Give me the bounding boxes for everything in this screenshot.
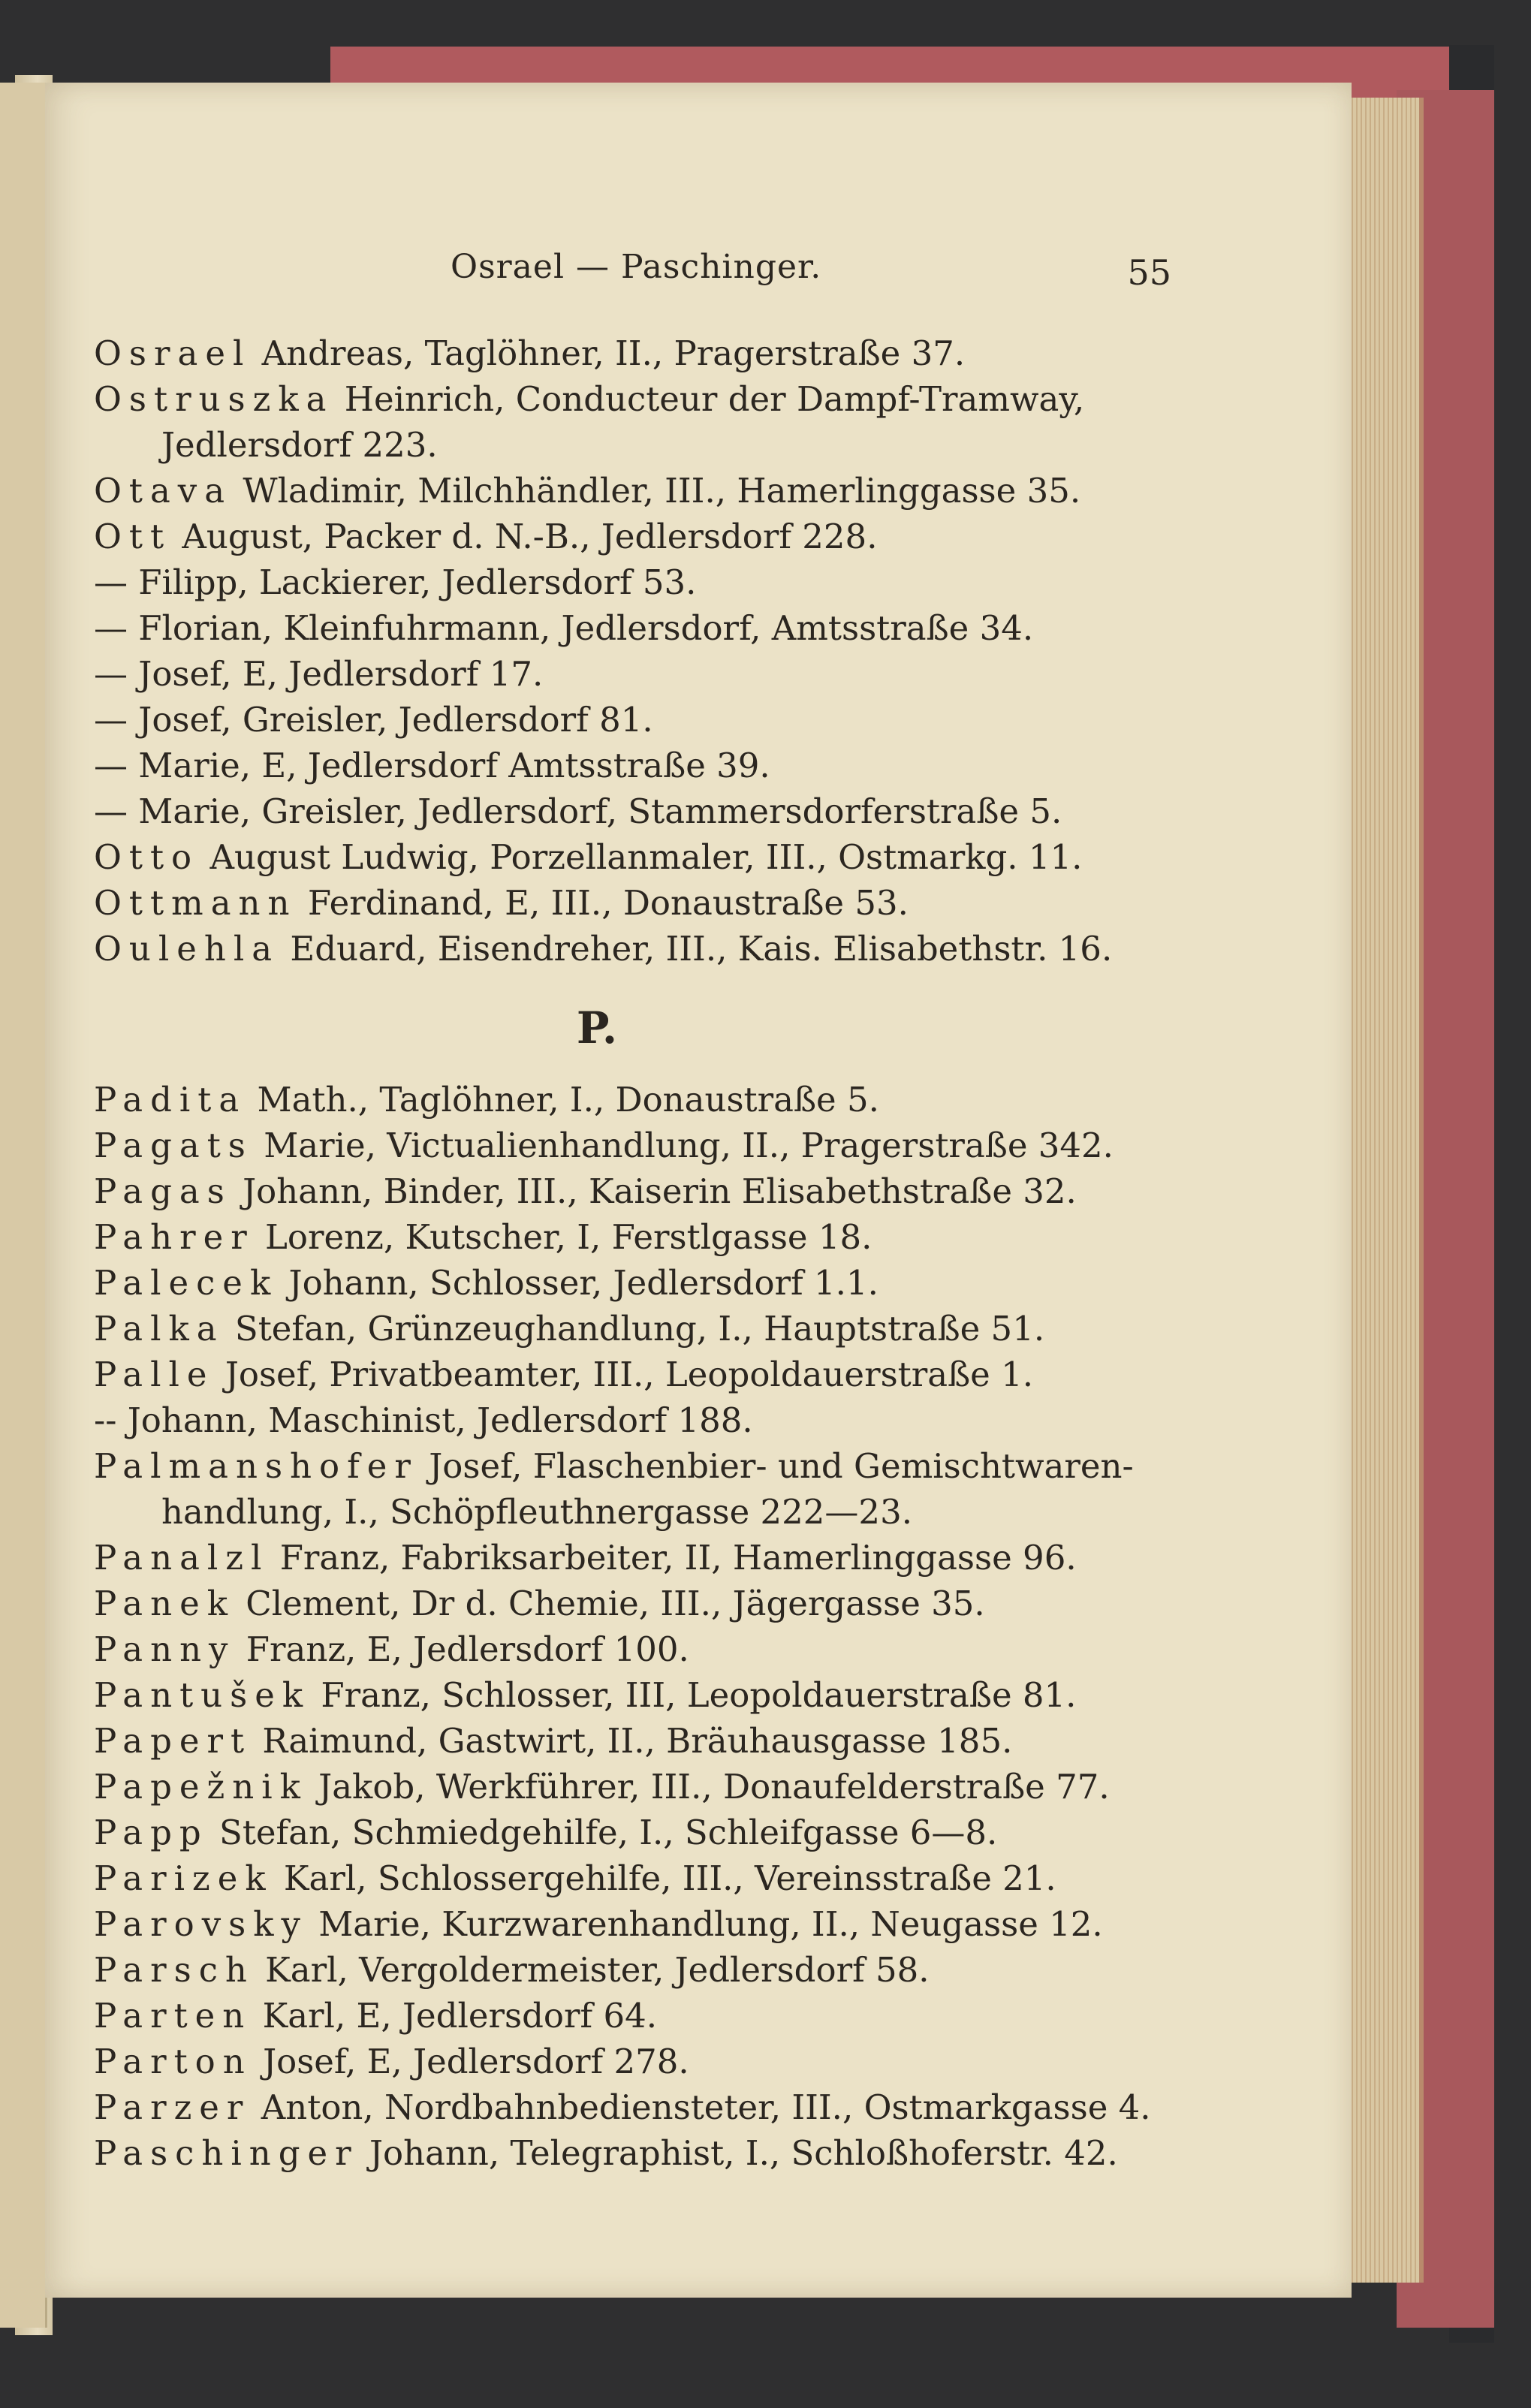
- directory-entry: [94, 651, 1190, 697]
- entry-details: Math., Taglöhner, I., Donaustraße 5.: [246, 1080, 879, 1120]
- directory-entry: [94, 1397, 1190, 1443]
- section-p: [94, 1077, 1190, 2176]
- entry-details: Anton, Nordbahnbediensteter, III., Ostmarkgasse 4.: [250, 2087, 1151, 2127]
- entry-details: — Josef, Greisler, Jedlersdorf 81.: [94, 700, 653, 740]
- entry-surname: Parzer: [94, 2087, 251, 2127]
- page-edges: [1344, 98, 1424, 2283]
- page-header: [451, 248, 1171, 300]
- directory-entry: [94, 1168, 1190, 1214]
- entry-details: Karl, Vergoldermeister, Jedlersdorf 58.: [254, 1950, 930, 1990]
- left-page: [0, 83, 47, 2328]
- entry-details: Johann, Schlosser, Jedlersdorf 1.1.: [278, 1263, 879, 1303]
- entry-surname: Panny: [94, 1629, 236, 1669]
- entry-surname: Parsch: [94, 1950, 255, 1990]
- directory-entry: [94, 1672, 1190, 1718]
- directory-entry: [94, 1993, 1190, 2039]
- entry-surname: Palka: [94, 1309, 225, 1349]
- entry-details: Ferdinand, E, III., Donaustraße 53.: [297, 883, 909, 923]
- entry-surname: Parton: [94, 2042, 252, 2081]
- directory-entry: [94, 330, 1190, 376]
- entry-surname: Palle: [94, 1355, 215, 1394]
- entry-details: — Marie, Greisler, Jedlersdorf, Stammersdorferstraße 5.: [94, 791, 1062, 831]
- entry-surname: Pantušek: [94, 1675, 311, 1715]
- entry-details: Franz, E, Jedlersdorf 100.: [235, 1629, 689, 1669]
- directory-entry: [94, 1352, 1190, 1397]
- directory-entries: [94, 330, 1190, 2176]
- entry-details: Marie, Victualienhandlung, II., Pragerstraße 342.: [252, 1126, 1114, 1165]
- entry-details: Josef, E, Jedlersdorf 278.: [252, 2042, 689, 2081]
- directory-entry: [94, 1260, 1190, 1306]
- entry-surname: Osrael: [94, 333, 252, 373]
- directory-entry: [94, 1626, 1190, 1672]
- entry-details: Karl, Schlossergehilfe, III., Vereinsstraße 21.: [273, 1858, 1056, 1898]
- entry-details: — Filipp, Lackierer, Jedlersdorf 53.: [94, 562, 697, 602]
- entry-surname: Paschinger: [94, 2133, 359, 2173]
- directory-entry: [94, 2039, 1190, 2084]
- entry-details: Marie, Kurzwarenhandlung, II., Neugasse 12.: [307, 1904, 1103, 1944]
- directory-entry: [94, 2130, 1190, 2176]
- entry-surname: Papert: [94, 1721, 252, 1761]
- directory-entry: [94, 880, 1190, 926]
- entry-details: August, Packer d. N.-B., Jedlersdorf 228.: [171, 517, 878, 556]
- directory-entry: [94, 1855, 1190, 1901]
- directory-entry: [94, 697, 1190, 743]
- entry-details: Eduard, Eisendreher, III., Kais. Elisabethstr. 16.: [279, 929, 1113, 969]
- entry-details: — Josef, E, Jedlersdorf 17.: [94, 654, 544, 694]
- directory-entry: [94, 1077, 1190, 1123]
- section-o: [94, 330, 1190, 972]
- entry-details: Franz, Schlosser, III, Leopoldauerstraße 81.: [310, 1675, 1077, 1715]
- directory-entry: [94, 376, 1190, 422]
- entry-details: — Marie, E, Jedlersdorf Amtsstraße 39.: [94, 746, 770, 785]
- entry-details: Raimund, Gastwirt, II., Bräuhausgasse 185.: [252, 1721, 1013, 1761]
- entry-surname: Otava: [94, 471, 233, 511]
- directory-entry: [94, 2084, 1190, 2130]
- directory-entry: [94, 514, 1190, 559]
- directory-entry: [94, 1581, 1190, 1626]
- entry-surname: Otto: [94, 837, 200, 877]
- directory-entry: [94, 605, 1190, 651]
- entry-details: Lorenz, Kutscher, I, Ferstlgasse 18.: [254, 1217, 872, 1257]
- entry-details: Franz, Fabriksarbeiter, II, Hamerlinggasse 96.: [269, 1538, 1077, 1578]
- directory-entry: [94, 1489, 1190, 1535]
- directory-entry: [94, 926, 1190, 972]
- directory-entry: [94, 1947, 1190, 1993]
- directory-entry: [94, 468, 1190, 514]
- entry-surname: Oulehla: [94, 929, 280, 969]
- entry-surname: Ostruszka: [94, 379, 334, 419]
- directory-entry: [94, 1214, 1190, 1260]
- entry-surname: Panalzl: [94, 1538, 270, 1578]
- directory-entry: [94, 1764, 1190, 1810]
- directory-entry: [94, 1810, 1190, 1855]
- entry-surname: Padita: [94, 1080, 247, 1120]
- entry-details: handlung, I., Schöpfleuthnergasse 222—23.: [161, 1492, 912, 1532]
- directory-entry: [94, 1718, 1190, 1764]
- entry-details: Jedlersdorf 223.: [161, 425, 438, 465]
- entry-details: Jakob, Werkführer, III., Donaufelderstraße 77.: [307, 1767, 1110, 1807]
- entry-details: Stefan, Grünzeughandlung, I., Hauptstraße 51.: [224, 1309, 1045, 1349]
- entry-surname: Parovsky: [94, 1904, 308, 1944]
- entry-details: August Ludwig, Porzellanmaler, III., Ostmarkg. 11.: [199, 837, 1083, 877]
- section-letter-p: P.: [576, 1002, 618, 1053]
- entry-details: Johann, Telegraphist, I., Schloßhoferstr. 42.: [358, 2133, 1118, 2173]
- entry-details: Johann, Binder, III., Kaiserin Elisabethstraße 32.: [231, 1171, 1077, 1211]
- entry-surname: Papp: [94, 1813, 209, 1852]
- directory-entry: [94, 1535, 1190, 1581]
- entry-details: Josef, Privatbeamter, III., Leopoldauerstraße 1.: [214, 1355, 1034, 1394]
- page-number: 55: [1127, 252, 1171, 293]
- directory-entry: [94, 1306, 1190, 1352]
- entry-surname: Palecek: [94, 1263, 279, 1303]
- directory-entry: [94, 788, 1190, 834]
- directory-entry: [94, 834, 1190, 880]
- entry-surname: Parten: [94, 1996, 252, 2036]
- entry-surname: Palmanshofer: [94, 1446, 418, 1486]
- entry-details: Karl, E, Jedlersdorf 64.: [252, 1996, 658, 2036]
- entry-details: Wladimir, Milchhändler, III., Hamerlinggasse 35.: [232, 471, 1081, 511]
- entry-details: Stefan, Schmiedgehilfe, I., Schleifgasse 6—8.: [208, 1813, 998, 1852]
- directory-entry: [94, 1123, 1190, 1168]
- directory-entry: [94, 1443, 1190, 1489]
- entry-surname: Parizek: [94, 1858, 273, 1898]
- directory-entry: [94, 422, 1190, 468]
- entry-surname: Papežnik: [94, 1767, 308, 1807]
- entry-surname: Pahrer: [94, 1217, 255, 1257]
- directory-entry: [94, 743, 1190, 788]
- entry-details: — Florian, Kleinfuhrmann, Jedlersdorf, Amtsstraße 34.: [94, 608, 1034, 648]
- entry-surname: Panek: [94, 1584, 235, 1623]
- entry-details: Josef, Flaschenbier- und Gemischtwaren-: [417, 1446, 1134, 1486]
- running-head: Osrael — Paschinger.: [451, 248, 822, 286]
- entry-surname: Ott: [94, 517, 172, 556]
- entry-details: Andreas, Taglöhner, II., Pragerstraße 37.: [251, 333, 966, 373]
- entry-details: Clement, Dr d. Chemie, III., Jägergasse 35.: [234, 1584, 985, 1623]
- directory-entry: [94, 1901, 1190, 1947]
- entry-surname: Pagats: [94, 1126, 253, 1165]
- entry-surname: Ottmann: [94, 883, 297, 923]
- entry-details: -- Johann, Maschinist, Jedlersdorf 188.: [94, 1400, 753, 1440]
- entry-surname: Pagas: [94, 1171, 232, 1211]
- directory-entry: [94, 559, 1190, 605]
- entry-details: Heinrich, Conducteur der Dampf-Tramway,: [333, 379, 1085, 419]
